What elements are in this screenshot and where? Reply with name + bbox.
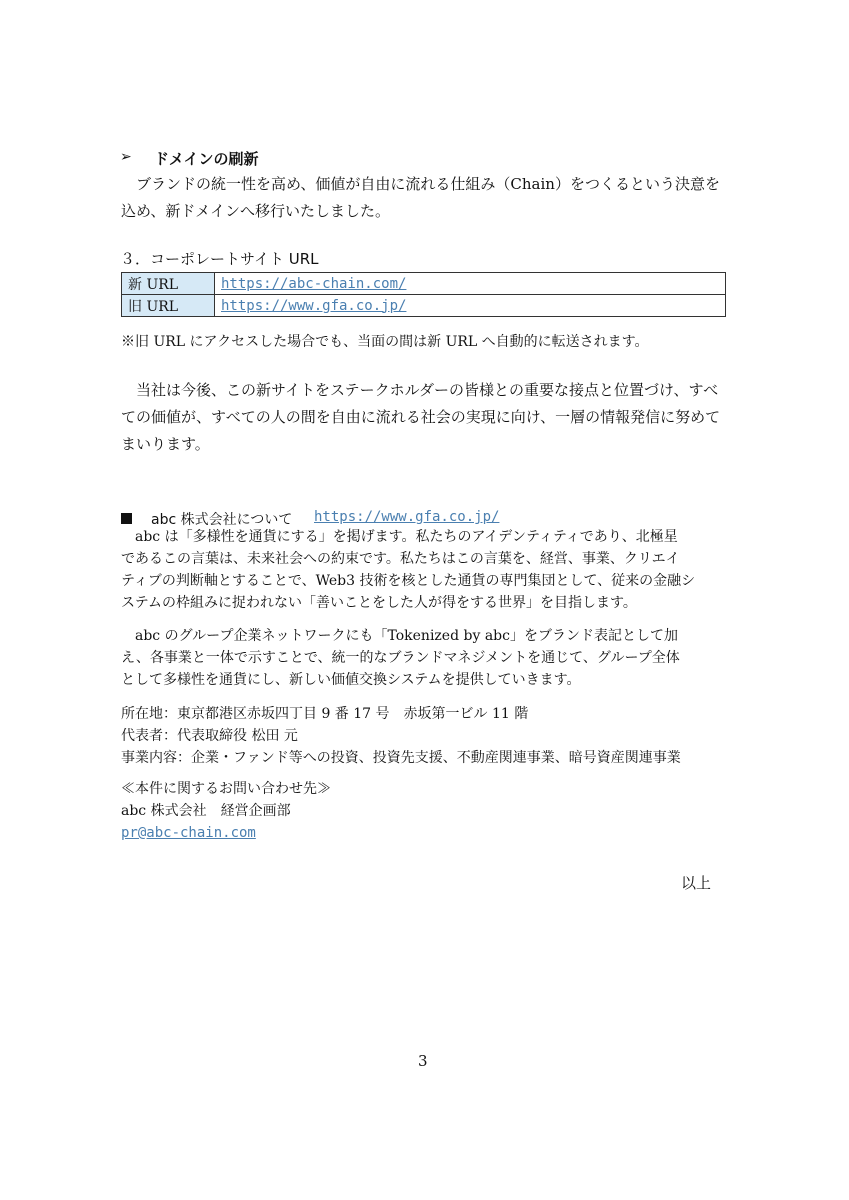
contact-heading: ≪本件に関するお問い合わせ先≫ xyxy=(121,781,331,797)
contact-block xyxy=(121,778,331,844)
old-url-label: 旧 URL xyxy=(122,295,215,317)
old-url-cell xyxy=(215,295,726,317)
paragraph-line: まいります。 xyxy=(121,435,210,453)
company-site-link[interactable]: https://www.gfa.co.jp/ xyxy=(314,509,500,525)
domain-renewal-heading: ドメインの刷新 xyxy=(154,150,259,168)
paragraph-line: abc は「多様性を通貨にする」を掲げます。私たちのアイデンティティであり、北極星 xyxy=(121,529,678,545)
paragraph-line: ステムの枠組みに捉われない「善いことをした人が得をする世界」を目指します。 xyxy=(121,595,637,611)
contact-email-link[interactable]: pr@abc-chain.com xyxy=(121,825,256,841)
paragraph-line: abc のグループ企業ネットワークにも「Tokenized by abc」をブランド表記として加 xyxy=(121,628,678,644)
about-paragraph-2 xyxy=(121,625,680,691)
paragraph-line: ブランドの統一性を高め、価値が自由に流れる仕組み（Chain）をつくるという決意を xyxy=(121,175,720,193)
about-company-heading: abc 株式会社について xyxy=(151,512,293,528)
corporate-site-url-heading: ３．コーポレートサイト URL xyxy=(120,250,319,268)
table-row xyxy=(122,273,726,295)
url-table xyxy=(121,272,726,317)
company-info xyxy=(121,703,681,769)
paragraph-line: として多様性を通貨にし、新しい価値交換システムを提供していきます。 xyxy=(121,672,581,688)
paragraph-line: え、各事業と一体で示すことで、統一的なブランドマネジメントを通じて、グループ全体 xyxy=(121,650,680,666)
representative-line: 代表者：代表取締役 松田 元 xyxy=(121,728,298,744)
paragraph-line: 当社は今後、この新サイトをステークホルダーの皆様との重要な接点と位置づけ、すべ xyxy=(121,381,719,399)
business-line: 事業内容：企業・ファンド等への投資、投資先支援、不動産関連事業、暗号資産関連事業 xyxy=(121,750,681,766)
domain-renewal-paragraph xyxy=(121,171,720,225)
new-url-label: 新 URL xyxy=(122,273,215,295)
new-url-cell xyxy=(215,273,726,295)
paragraph-line: ティブの判断軸とすることで、Web3 技術を核とした通貨の専門集団として、従来の金融シ xyxy=(121,573,696,589)
contact-org: abc 株式会社 経営企画部 xyxy=(121,803,291,819)
closing-paragraph xyxy=(121,377,720,458)
page-number: 3 xyxy=(418,1052,428,1070)
arrow-bullet-icon: ➢ xyxy=(120,149,132,165)
new-url-link[interactable]: https://abc-chain.com/ xyxy=(221,275,407,292)
about-paragraph-1 xyxy=(121,526,695,614)
end-mark: 以上 xyxy=(681,874,712,892)
paragraph-line: であるこの言葉は、未来社会への約束です。私たちはこの言葉を、経営、事業、クリエイ xyxy=(121,551,680,567)
paragraph-line: 込め、新ドメインへ移行いたしました。 xyxy=(121,202,390,220)
address-line: 所在地：東京都港区赤坂四丁目 9 番 17 号 赤坂第一ビル 11 階 xyxy=(121,706,529,722)
paragraph-line: ての価値が、すべての人の間を自由に流れる社会の実現に向け、一層の情報発信に努めて xyxy=(121,408,721,426)
redirect-note: ※旧 URL にアクセスした場合でも、当面の間は新 URL へ自動的に転送されます。 xyxy=(121,334,649,350)
table-row xyxy=(122,295,726,317)
square-bullet-icon xyxy=(121,513,132,524)
old-url-link[interactable]: https://www.gfa.co.jp/ xyxy=(221,297,407,314)
